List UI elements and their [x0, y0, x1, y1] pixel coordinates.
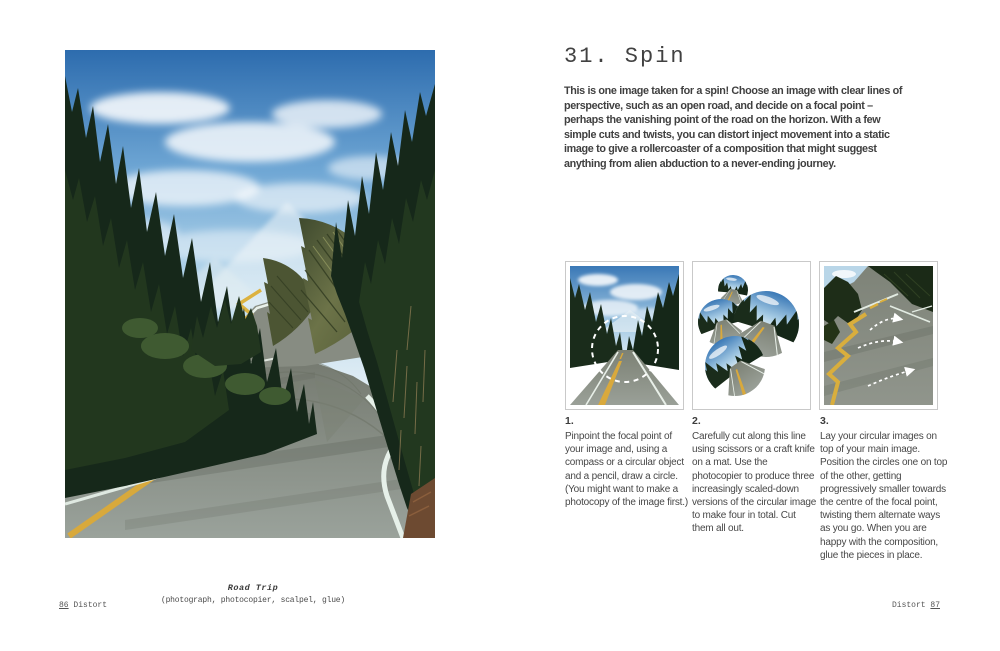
step-3-figure — [819, 261, 938, 410]
step-1-figure — [565, 261, 684, 410]
main-artwork-figure — [65, 50, 435, 538]
step-2-figure — [692, 261, 811, 410]
left-section-label: Distort — [73, 601, 108, 610]
step-1-image — [570, 266, 679, 405]
step-2-image — [697, 266, 806, 405]
step-3-image — [824, 266, 933, 405]
step-1-number: 1. — [565, 415, 574, 427]
right-page-footer — [780, 601, 940, 610]
right-section-label: Distort — [891, 601, 926, 610]
artwork-title: Road Trip — [227, 583, 279, 593]
left-page-number: 86 — [59, 601, 69, 610]
artwork-caption — [142, 583, 364, 605]
left-page-footer — [59, 601, 107, 610]
right-page-number: 87 — [930, 601, 940, 610]
step-2-number: 2. — [692, 415, 701, 427]
step-3-text: Lay your circular images on top of your main image. Position the circles one on top of the other, getting progressively smaller towards the centre of the focal point, twisting them alternate ways as you go. When you are happy with the composition, glue the pieces in place. — [820, 431, 948, 561]
step-3-number: 3. — [820, 415, 829, 427]
step-1-text: Pinpoint the focal point of your image and, using a compass or a circular object and a pencil, draw a circle. (You might want to make a photocopy of the image first.) — [565, 431, 688, 509]
step-2-text: Carefully cut along this line using scissors or a craft knife on a mat. Use the photocopier to produce three increasingly scaled-down versions of the circular image to make four in total. Cut them all out. — [692, 431, 817, 535]
artwork-materials: (photograph, photocopier, scalpel, glue) — [160, 596, 346, 605]
road-trip-collage-image — [65, 50, 435, 538]
chapter-title: 31. Spin — [564, 44, 686, 69]
chapter-intro: This is one image taken for a spin! Choose an image with clear lines of perspective, such as an open road, and decide on a focal point – perhaps the vanishing point of the road on the horizon. With a few simple cuts and twists, you can distort inject movement into a static image to give a rollercoaster of a composition that might suggest anything from alien abduction to a never-ending journey. — [564, 85, 903, 170]
